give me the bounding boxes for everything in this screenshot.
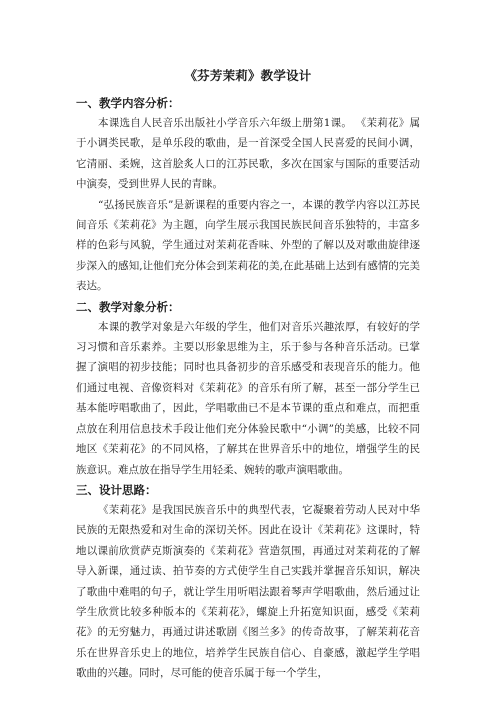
section-design-ideas — [76, 480, 420, 684]
paragraph: 本课的教学对象是六年级的学生，他们对音乐兴趣浓厚，有较好的学习习惯和音乐素养。主要以形象思维为主，乐于参与各种音乐活动。已掌握了演唱的初步技能；同时也具备初步的音乐感受和表现音乐的能力。他们通过电视、音像资料对《茉莉花》的音乐有所了解，甚至一部分学生已基本能哼唱歌曲了，因此，学唱歌曲已不是本节课的重点和难点，而把重点放在利用信息技术手段让他们充分体验民歌中“小调”的美感，比较不同地区《茉莉花》的不同风格，了解其在世界音乐中的地位，增强学生的民族意识。难点放在指导学生用轻柔、婉转的歌声演唱歌曲。 — [76, 320, 420, 476]
paragraph: 本课选自人民音乐出版社小学音乐六年级上册第1课。 《茉莉花》属于小调类民歌，是单乐段的歌曲，是一首深受全国人民喜爱的民间小调，它清丽、柔婉，这首脍炙人口的江苏民歌，多次在国家与国际的重要活动中演奏，受到世界人民的青睐。 — [76, 117, 420, 191]
section-heading: 三、设计思路： — [76, 482, 157, 497]
document-title: 《芬芳茉莉》教学设计 — [184, 68, 312, 83]
paragraph: 《茉莉花》是我国民族音乐中的典型代表，它凝聚着劳动人民对中华民族的无限热爱和对生命的深切关怀。因此在设计《茉莉花》这课时，特地以课前欣赏萨克斯演奏的《茉莉花》营造氛围，再通过对茉莉花的了解导入新课，通过读、拍节奏的方式使学生自己实践并掌握音乐知识，解决了歌曲中难唱的句子，就让学生用听唱法跟着琴声学唱歌曲，然后通过让学生欣赏比较多种版本的《茉莉花》，螺旋上升拓宽知识面，感受《茉莉花》的无穷魅力，再通过讲述歌剧《图兰多》的传奇故事，了解茉莉花音乐在世界音乐史上的地位，培养学生民族自信心、自豪感，激起学生学唱歌曲的兴趣。同时，尽可能的使音乐属于每一个学生， — [76, 503, 420, 680]
section-heading: 一、教学内容分析： — [76, 96, 180, 110]
document-body — [76, 93, 420, 684]
section-content-analysis — [76, 93, 420, 297]
section-student-analysis — [76, 297, 420, 480]
section-heading: 二、教学对象分析： — [76, 299, 180, 314]
paragraph: “弘扬民族音乐”是新课程的重要内容之一，本课的教学内容以江苏民间音乐《茉莉花》为主题，向学生展示我国民族民间音乐独特的，丰富多样的色彩与风貌，学生通过对茉莉花香味、外型的了解以及对歌曲旋律逐步深入的感知,让他们充分体会到茉莉花的美,在此基础上达到有感情的完美表达。 — [76, 198, 420, 293]
